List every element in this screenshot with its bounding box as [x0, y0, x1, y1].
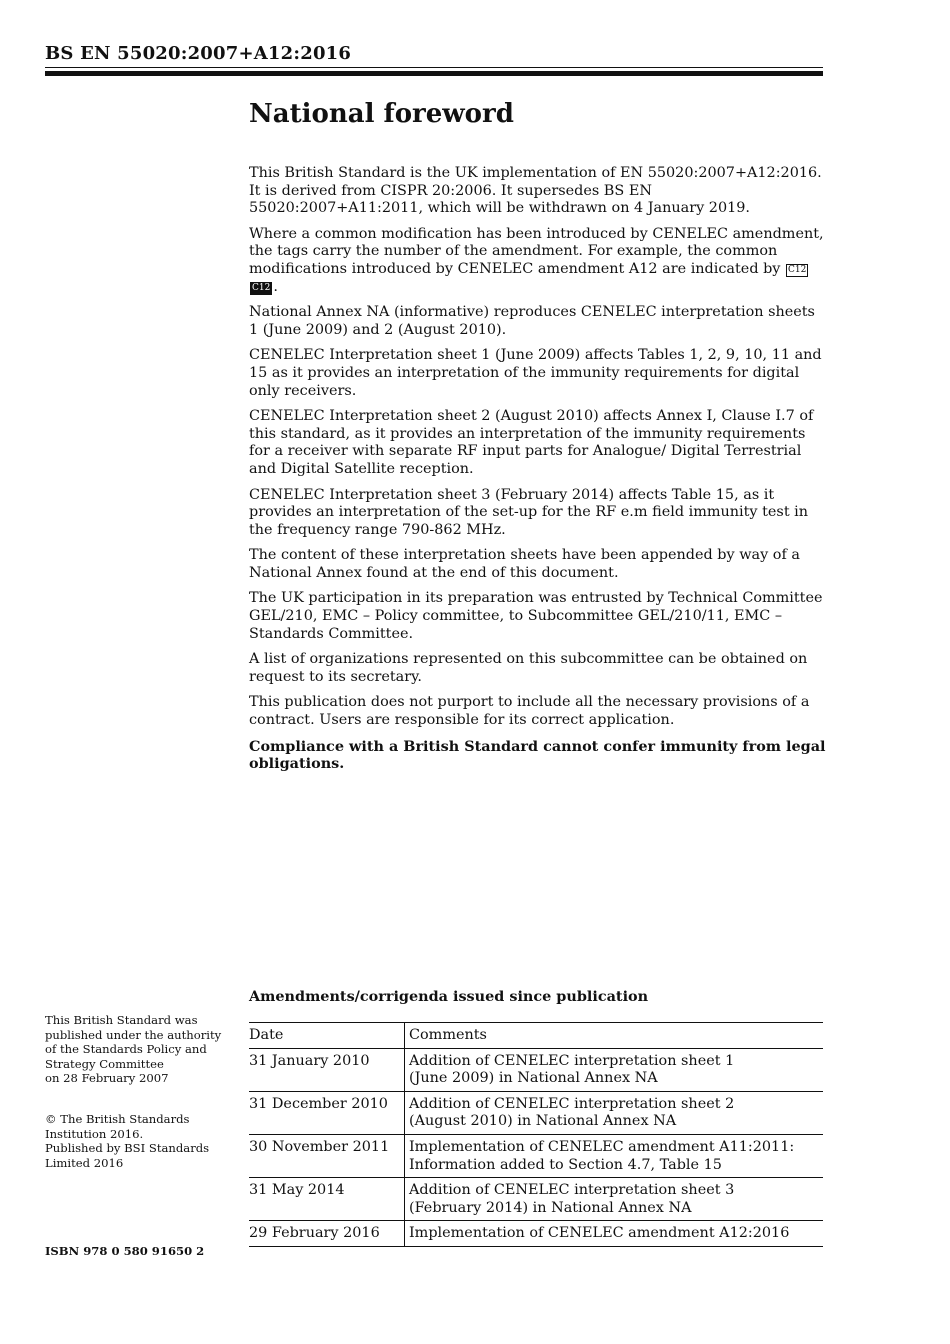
publication-note-line: on 28 February 2007	[45, 1071, 169, 1085]
paragraph-implementation: This British Standard is the UK implementation of EN 55020:2007+A12:2016. It is derived from CISPR 20:2006. It supersedes BS EN 55020:2007+A11:2011, which will be withdrawn on 4 January 2019.	[249, 165, 822, 217]
paragraph-sheet-2: CENELEC Interpretation sheet 2 (August 2010) affects Annex I, Clause I.7 of this standard, as it provides an interpretation of the immunity requirements for a receiver with separate RF input parts for Analogue/ Digital Terrestrial and Digital Satellite reception.	[249, 408, 814, 477]
amendment-comment	[405, 1091, 824, 1134]
comment-line: Addition of CENELEC interpretation sheet 2	[409, 1095, 735, 1112]
table-row	[249, 1048, 823, 1091]
page-title: National foreword	[249, 99, 514, 129]
table-row	[249, 1134, 823, 1177]
column-header-date: Date	[249, 1023, 405, 1049]
comment-line: (August 2010) in National Annex NA	[409, 1113, 677, 1130]
document-id: BS EN 55020:2007+A12:2016	[45, 43, 352, 64]
column-header-comments: Comments	[405, 1023, 824, 1049]
paragraph-tags: Where a common modification has been introduced by CENELEC amendment, the tags carry the number of the amendment. For example, the common modifications introduced by CENELEC amendment A12 are indicated by C12C12 .	[249, 225, 824, 295]
amendment-date: 31 December 2010	[249, 1091, 405, 1134]
amendment-comment	[405, 1221, 824, 1247]
paragraph-annex: National Annex NA (informative) reproduces CENELEC interpretation sheets 1 (June 2009) and 2 (August 2010).	[249, 304, 815, 338]
amendment-date: 30 November 2011	[249, 1134, 405, 1177]
table-header-row	[249, 1023, 823, 1049]
publication-note	[45, 1013, 230, 1086]
amendment-comment	[405, 1048, 824, 1091]
publication-note-line: published under the authority	[45, 1027, 222, 1042]
tag-start-icon: C12	[788, 264, 807, 275]
paragraph-organizations: A list of organizations represented on this subcommittee can be obtained on request to its secretary.	[249, 651, 808, 685]
foreword-body	[249, 165, 827, 781]
publication-note-line: of the Standards Policy and	[45, 1042, 207, 1056]
paragraph-compliance: Compliance with a British Standard cannot confer immunity from legal obligations.	[249, 737, 826, 773]
table-row	[249, 1178, 823, 1221]
table-row	[249, 1091, 823, 1134]
paragraph-sheet-3: CENELEC Interpretation sheet 3 (February 2014) affects Table 15, as it provides an interpretation of the set-up for the RF e.m field immunity test in the frequency range 790-862 MHz.	[249, 486, 809, 538]
table-row	[249, 1221, 823, 1247]
comment-line: (February 2014) in National Annex NA	[409, 1199, 692, 1216]
isbn: ISBN 978 0 580 91650 2	[45, 1244, 205, 1258]
header-rule-thin	[45, 67, 823, 68]
publication-note-line: This British Standard was	[45, 1013, 198, 1027]
comment-line: Information added to Section 4.7, Table 15	[409, 1156, 722, 1173]
comment-line: Addition of CENELEC interpretation sheet 3	[409, 1182, 735, 1199]
amendment-date: 31 January 2010	[249, 1048, 405, 1091]
tags-text: Where a common modification has been introduced by CENELEC amendment, the tags carry the number of the amendment. For example, the common modifications introduced by CENELEC amendment A12 are indicated by	[249, 225, 824, 277]
amendments-title: Amendments/corrigenda issued since publication	[249, 988, 649, 1005]
comment-line: Implementation of CENELEC amendment A12:2016	[409, 1225, 790, 1242]
tag-end-icon: C12	[252, 282, 271, 293]
paragraph-sheet-1: CENELEC Interpretation sheet 1 (June 2009) affects Tables 1, 2, 9, 10, 11 and 15 as it provides an interpretation of the immunity requirements for digital only receivers.	[249, 347, 822, 399]
amendment-comment	[405, 1178, 824, 1221]
copyright-line: © The British Standards	[45, 1112, 190, 1126]
publication-note-line: Strategy Committee	[45, 1056, 164, 1071]
amendment-date: 29 February 2016	[249, 1221, 405, 1247]
copyright-line: Institution 2016.	[45, 1126, 144, 1141]
comment-line: (June 2009) in National Annex NA	[409, 1070, 658, 1087]
copyright-line: Published by BSI Standards	[45, 1141, 210, 1155]
copyright-note	[45, 1112, 230, 1170]
comment-line: Implementation of CENELEC amendment A11:2011:	[409, 1138, 795, 1155]
paragraph-participation: The UK participation in its preparation was entrusted by Technical Committee GEL/210, EMC – Policy committee, to Subcommittee GEL/210/11, EMC – Standards Committee.	[249, 590, 823, 642]
amendments-table	[249, 1022, 823, 1247]
comment-line: Addition of CENELEC interpretation sheet 1	[409, 1052, 735, 1069]
paragraph-provisions: This publication does not purport to include all the necessary provisions of a contract. Users are responsible for its correct application.	[249, 694, 810, 729]
copyright-line: Limited 2016	[45, 1155, 124, 1170]
paragraph-appended: The content of these interpretation sheets have been appended by way of a National Annex found at the end of this document.	[249, 547, 800, 581]
header-rule-thick	[45, 71, 823, 76]
amendment-comment	[405, 1134, 824, 1177]
amendment-date: 31 May 2014	[249, 1178, 405, 1221]
